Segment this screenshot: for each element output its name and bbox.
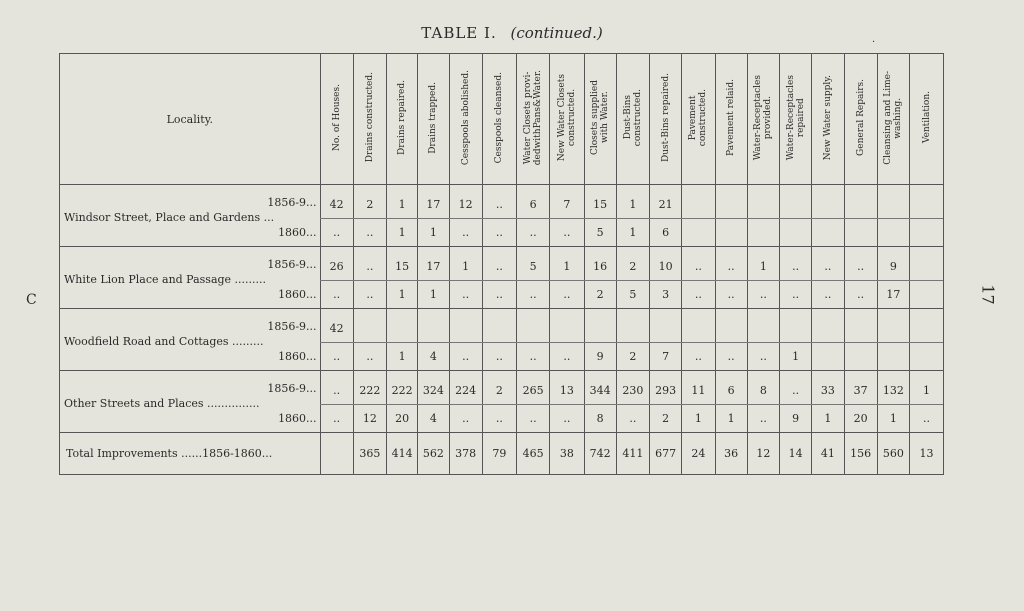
- value-cell: 26: [320, 253, 353, 281]
- column-header-label: Dust-Bins repaired.: [660, 73, 671, 162]
- column-header-label: Drains trapped.: [428, 81, 439, 154]
- value-cell: 5: [517, 253, 550, 281]
- total-value-cell: 365: [353, 433, 386, 475]
- value-cell: 7: [650, 343, 682, 371]
- value-cell: [715, 315, 747, 343]
- value-cell: 265: [517, 377, 550, 405]
- column-header-label: Drains constructed.: [364, 72, 375, 163]
- column-header: [812, 54, 844, 185]
- period-label: 1860...: [278, 411, 317, 425]
- value-cell: 1: [550, 253, 584, 281]
- locality-header: Locality.: [60, 54, 320, 185]
- header-row: [60, 54, 943, 185]
- value-cell: ..: [517, 343, 550, 371]
- value-cell: 17: [418, 191, 449, 219]
- value-cell: ..: [844, 253, 877, 281]
- total-value-cell: 742: [584, 433, 616, 475]
- column-header-label: Water Closets provi- dedwithPans&Water.: [523, 69, 544, 166]
- column-header-label: Water-Receptacles repaired: [785, 74, 806, 161]
- value-cell: ..: [550, 219, 584, 247]
- value-cell: ..: [482, 219, 516, 247]
- column-header-label: New Water Closets constructed.: [556, 73, 577, 162]
- total-value-cell: 13: [910, 433, 943, 475]
- value-cell: 2: [616, 253, 649, 281]
- value-cell: 6: [715, 377, 747, 405]
- value-cell: [877, 315, 909, 343]
- table-row: [60, 405, 943, 433]
- period-label: 1856-9...: [267, 196, 317, 210]
- value-cell: ..: [353, 253, 386, 281]
- value-cell: 132: [877, 377, 909, 405]
- value-cell: 7: [550, 191, 584, 219]
- value-cell: 1: [387, 191, 418, 219]
- table-row: [60, 281, 943, 309]
- value-cell: [844, 219, 877, 247]
- column-header: [418, 54, 449, 185]
- column-header-label: Cesspools cleansed.: [494, 71, 505, 164]
- value-cell: 344: [584, 377, 616, 405]
- value-cell: 1: [616, 219, 649, 247]
- value-cell: 17: [877, 281, 909, 309]
- column-header: [844, 54, 877, 185]
- period-label: 1856-9...: [267, 320, 317, 334]
- value-cell: ..: [715, 343, 747, 371]
- value-cell: 1: [747, 253, 779, 281]
- column-header: [584, 54, 616, 185]
- total-value-cell: [320, 433, 353, 475]
- value-cell: ..: [780, 377, 812, 405]
- value-cell: 37: [844, 377, 877, 405]
- value-cell: [910, 191, 943, 219]
- value-cell: 15: [387, 253, 418, 281]
- value-cell: [812, 219, 844, 247]
- value-cell: ..: [320, 281, 353, 309]
- column-header-label: No. of Houses.: [331, 84, 342, 151]
- value-cell: 12: [353, 405, 386, 433]
- locality-cell: [60, 272, 320, 309]
- value-cell: ..: [682, 343, 715, 371]
- value-cell: [747, 219, 779, 247]
- column-header-label: Cleansing and Lime- washing.: [883, 70, 904, 165]
- value-cell: ..: [517, 281, 550, 309]
- value-cell: ..: [682, 281, 715, 309]
- period-label: 1860...: [278, 349, 317, 363]
- total-value-cell: 79: [482, 433, 516, 475]
- value-cell: 222: [353, 377, 386, 405]
- value-cell: ..: [482, 343, 516, 371]
- value-cell: 6: [517, 191, 550, 219]
- value-cell: 1: [780, 343, 812, 371]
- value-cell: 1: [418, 219, 449, 247]
- value-cell: ..: [780, 253, 812, 281]
- value-cell: [812, 315, 844, 343]
- value-cell: [353, 315, 386, 343]
- value-cell: 293: [650, 377, 682, 405]
- table-row: [60, 343, 943, 371]
- total-value-cell: 465: [517, 433, 550, 475]
- column-header-label: Closets supplied with Water.: [590, 79, 611, 155]
- value-cell: 2: [584, 281, 616, 309]
- column-header: [517, 54, 550, 185]
- value-cell: 6: [650, 219, 682, 247]
- value-cell: [682, 315, 715, 343]
- total-value-cell: 41: [812, 433, 844, 475]
- value-cell: ..: [482, 191, 516, 219]
- value-cell: 2: [650, 405, 682, 433]
- value-cell: [844, 191, 877, 219]
- value-cell: 20: [844, 405, 877, 433]
- value-cell: 324: [418, 377, 449, 405]
- value-cell: 42: [320, 191, 353, 219]
- value-cell: [584, 315, 616, 343]
- value-cell: [812, 191, 844, 219]
- value-cell: 1: [877, 405, 909, 433]
- title-text: TABLE I.: [421, 24, 497, 42]
- table-title: [0, 24, 1024, 42]
- value-cell: 230: [616, 377, 649, 405]
- column-header: [353, 54, 386, 185]
- value-cell: [616, 315, 649, 343]
- value-cell: 1: [715, 405, 747, 433]
- column-header-label: Drains repaired.: [397, 80, 408, 155]
- column-header: [616, 54, 649, 185]
- value-cell: [910, 315, 943, 343]
- header-dot: .: [872, 34, 876, 45]
- total-value-cell: 411: [616, 433, 649, 475]
- column-header: [550, 54, 584, 185]
- value-cell: 11: [682, 377, 715, 405]
- value-cell: ..: [812, 281, 844, 309]
- column-header: [320, 54, 353, 185]
- improvements-table: [59, 53, 944, 475]
- value-cell: [780, 219, 812, 247]
- locality-name: Woodfield Road and Cottages .........: [64, 334, 264, 348]
- total-value-cell: 562: [418, 433, 449, 475]
- value-cell: [780, 191, 812, 219]
- column-header-label: Pavement constructed.: [688, 88, 709, 147]
- value-cell: 2: [482, 377, 516, 405]
- value-cell: 21: [650, 191, 682, 219]
- locality-cell: [60, 396, 320, 433]
- value-cell: [910, 343, 943, 371]
- value-cell: ..: [682, 253, 715, 281]
- column-header-label: New Water supply.: [822, 74, 833, 161]
- value-cell: [844, 343, 877, 371]
- column-header: [877, 54, 909, 185]
- value-cell: ..: [353, 343, 386, 371]
- value-cell: ..: [353, 281, 386, 309]
- total-row: [60, 433, 943, 475]
- value-cell: ..: [550, 343, 584, 371]
- value-cell: 4: [418, 343, 449, 371]
- value-cell: 3: [650, 281, 682, 309]
- locality-name: Other Streets and Places ...............: [64, 396, 260, 410]
- value-cell: ..: [844, 281, 877, 309]
- column-header: [780, 54, 812, 185]
- value-cell: [715, 219, 747, 247]
- value-cell: 13: [550, 377, 584, 405]
- value-cell: 8: [747, 377, 779, 405]
- total-value-cell: 378: [449, 433, 482, 475]
- total-value-cell: 36: [715, 433, 747, 475]
- value-cell: [812, 343, 844, 371]
- value-cell: [877, 191, 909, 219]
- value-cell: 1: [387, 281, 418, 309]
- value-cell: ..: [550, 281, 584, 309]
- value-cell: [844, 315, 877, 343]
- value-cell: ..: [715, 281, 747, 309]
- value-cell: ..: [353, 219, 386, 247]
- value-cell: [910, 281, 943, 309]
- column-header-label: Cesspools abolished.: [460, 69, 471, 166]
- column-header-label: Dust-Bins constructed.: [622, 88, 643, 147]
- value-cell: ..: [715, 253, 747, 281]
- value-cell: 1: [418, 281, 449, 309]
- value-cell: ..: [449, 281, 482, 309]
- locality-name: White Lion Place and Passage .........: [64, 272, 267, 286]
- value-cell: [387, 315, 418, 343]
- value-cell: ..: [517, 219, 550, 247]
- value-cell: [780, 315, 812, 343]
- column-header: [747, 54, 779, 185]
- locality-name: Windsor Street, Place and Gardens ...: [64, 210, 275, 224]
- column-header-label: Ventilation.: [921, 91, 932, 144]
- column-header: [715, 54, 747, 185]
- value-cell: ..: [616, 405, 649, 433]
- value-cell: 9: [584, 343, 616, 371]
- subtitle-text: (continued.): [510, 24, 603, 42]
- value-cell: 1: [910, 377, 943, 405]
- column-header: [482, 54, 516, 185]
- value-cell: 9: [877, 253, 909, 281]
- value-cell: ..: [747, 281, 779, 309]
- value-cell: [715, 191, 747, 219]
- page-number: 17: [978, 284, 998, 305]
- value-cell: [682, 191, 715, 219]
- value-cell: ..: [449, 405, 482, 433]
- value-cell: 16: [584, 253, 616, 281]
- column-header: [387, 54, 418, 185]
- total-value-cell: 24: [682, 433, 715, 475]
- period-label: 1860...: [278, 287, 317, 301]
- value-cell: [418, 315, 449, 343]
- locality-cell: [60, 334, 320, 371]
- value-cell: ..: [320, 219, 353, 247]
- value-cell: ..: [747, 343, 779, 371]
- value-cell: ..: [449, 219, 482, 247]
- value-cell: 5: [616, 281, 649, 309]
- value-cell: 33: [812, 377, 844, 405]
- value-cell: 1: [449, 253, 482, 281]
- value-cell: ..: [550, 405, 584, 433]
- value-cell: [747, 315, 779, 343]
- value-cell: ..: [320, 405, 353, 433]
- period-label: 1860...: [278, 225, 317, 239]
- period-label: 1856-9...: [267, 258, 317, 272]
- value-cell: ..: [812, 253, 844, 281]
- value-cell: 222: [387, 377, 418, 405]
- value-cell: 10: [650, 253, 682, 281]
- value-cell: 20: [387, 405, 418, 433]
- value-cell: 1: [812, 405, 844, 433]
- value-cell: 15: [584, 191, 616, 219]
- column-header-label: General Repairs.: [855, 79, 866, 156]
- value-cell: [877, 219, 909, 247]
- total-value-cell: 677: [650, 433, 682, 475]
- value-cell: 224: [449, 377, 482, 405]
- value-cell: ..: [747, 405, 779, 433]
- value-cell: ..: [482, 405, 516, 433]
- value-cell: 4: [418, 405, 449, 433]
- value-cell: [650, 315, 682, 343]
- total-value-cell: 560: [877, 433, 909, 475]
- value-cell: [482, 315, 516, 343]
- total-value-cell: 38: [550, 433, 584, 475]
- value-cell: 5: [584, 219, 616, 247]
- period-label: 1856-9...: [267, 382, 317, 396]
- value-cell: 12: [449, 191, 482, 219]
- total-value-cell: 12: [747, 433, 779, 475]
- column-header: [910, 54, 943, 185]
- value-cell: 9: [780, 405, 812, 433]
- table-row: [60, 219, 943, 247]
- value-cell: 1: [682, 405, 715, 433]
- value-cell: [682, 219, 715, 247]
- column-header: [650, 54, 682, 185]
- locality-cell: [60, 210, 320, 247]
- value-cell: 1: [616, 191, 649, 219]
- value-cell: ..: [320, 377, 353, 405]
- value-cell: [747, 191, 779, 219]
- value-cell: ..: [482, 281, 516, 309]
- value-cell: ..: [449, 343, 482, 371]
- value-cell: [449, 315, 482, 343]
- column-header: [682, 54, 715, 185]
- value-cell: ..: [910, 405, 943, 433]
- column-header: [449, 54, 482, 185]
- value-cell: ..: [780, 281, 812, 309]
- value-cell: [910, 253, 943, 281]
- value-cell: 8: [584, 405, 616, 433]
- value-cell: 2: [616, 343, 649, 371]
- value-cell: [550, 315, 584, 343]
- value-cell: ..: [517, 405, 550, 433]
- value-cell: ..: [320, 343, 353, 371]
- total-value-cell: 14: [780, 433, 812, 475]
- column-header-label: Pavement relaid.: [726, 79, 737, 156]
- margin-signature-letter: C: [26, 292, 37, 308]
- value-cell: 17: [418, 253, 449, 281]
- value-cell: 2: [353, 191, 386, 219]
- value-cell: [877, 343, 909, 371]
- value-cell: [910, 219, 943, 247]
- total-value-cell: 414: [387, 433, 418, 475]
- total-value-cell: 156: [844, 433, 877, 475]
- column-header-label: Water-Receptacles provided.: [753, 74, 774, 161]
- value-cell: 42: [320, 315, 353, 343]
- value-cell: 1: [387, 219, 418, 247]
- value-cell: 1: [387, 343, 418, 371]
- total-label: Total Improvements ......1856-1860...: [60, 433, 320, 475]
- value-cell: [517, 315, 550, 343]
- value-cell: ..: [482, 253, 516, 281]
